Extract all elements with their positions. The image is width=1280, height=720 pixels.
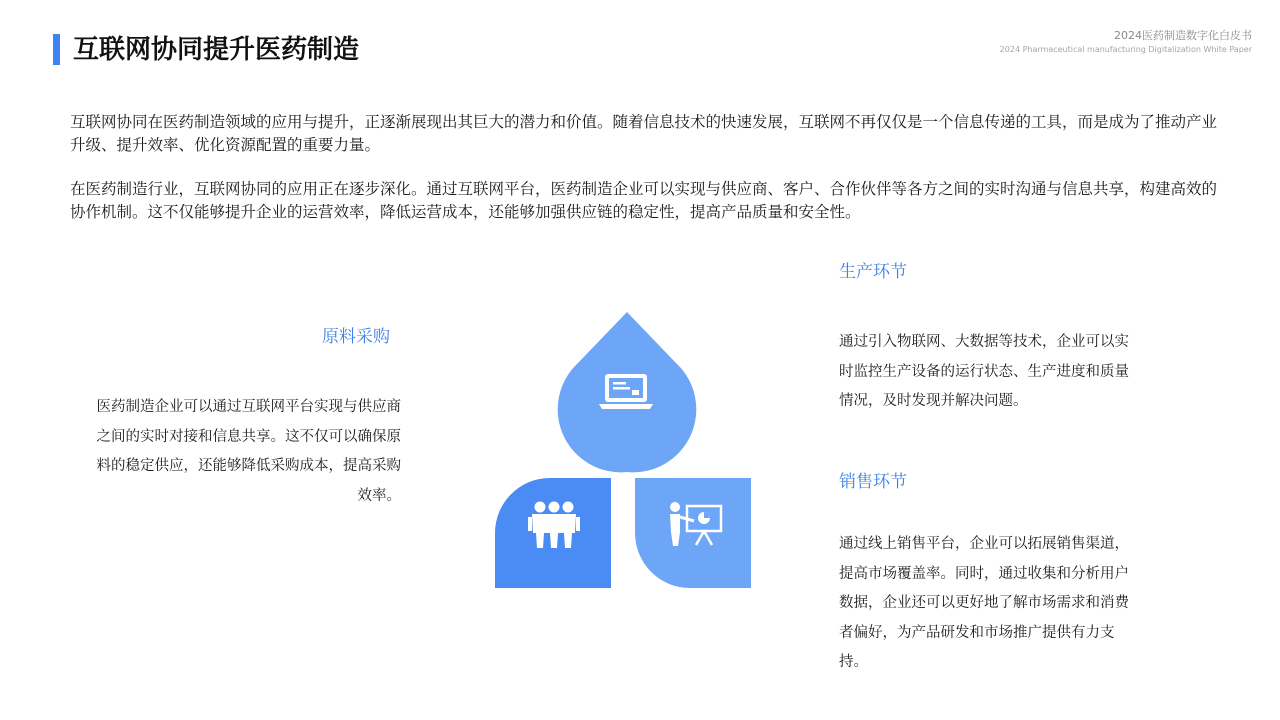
petal-sales [635,478,751,588]
title-accent-bar [53,34,60,65]
whitepaper-title-cn: 2024医药制造数字化白皮书 [1114,29,1252,42]
three-petal-diagram [490,308,758,594]
petal-raw-materials [495,478,611,588]
section-text-raw-materials: 医药制造企业可以通过互联网平台实现与供应商之间的实时对接和信息共享。这不仅可以确保原料的稳定供应，还能够降低采购成本，提高采购效率。 [96,399,401,504]
section-title-sales: 销售环节 [839,472,907,492]
intro-paragraph-1: 互联网协同在医药制造领域的应用与提升，正逐渐展现出其巨大的潜力和价值。随着信息技术的快速发展，互联网不再仅仅是一个信息传递的工具，而是成为了推动产业升级、提升效率、优化资源配置的重要力量。 [70,113,1218,154]
section-text-production: 通过引入物联网、大数据等技术，企业可以实时监控生产设备的运行状态、生产进度和质量情况，及时发现并解决问题。 [839,334,1129,409]
petal-production [558,312,697,472]
intro-paragraph-2: 在医药制造行业，互联网协同的应用正在逐步深化。通过互联网平台，医药制造企业可以实现与供应商、客户、合作伙伴等各方之间的实时沟通与信息共享，构建高效的协作机制。这不仅能够提升企业的运营效率，降低运营成本，还能够加强供应链的稳定性，提高产品质量和安全性。 [70,180,1218,221]
section-title-raw-materials: 原料采购 [322,327,390,347]
section-title-production: 生产环节 [839,262,907,282]
whitepaper-title-en: 2024 Pharmaceutical manufacturing Digitalization White Paper [999,45,1252,54]
section-text-sales: 通过线上销售平台，企业可以拓展销售渠道，提高市场覆盖率。同时，通过收集和分析用户数据，企业还可以更好地了解市场需求和消费者偏好，为产品研发和市场推广提供有力支持。 [839,536,1129,670]
page-title: 互联网协同提升医药制造 [73,35,360,65]
